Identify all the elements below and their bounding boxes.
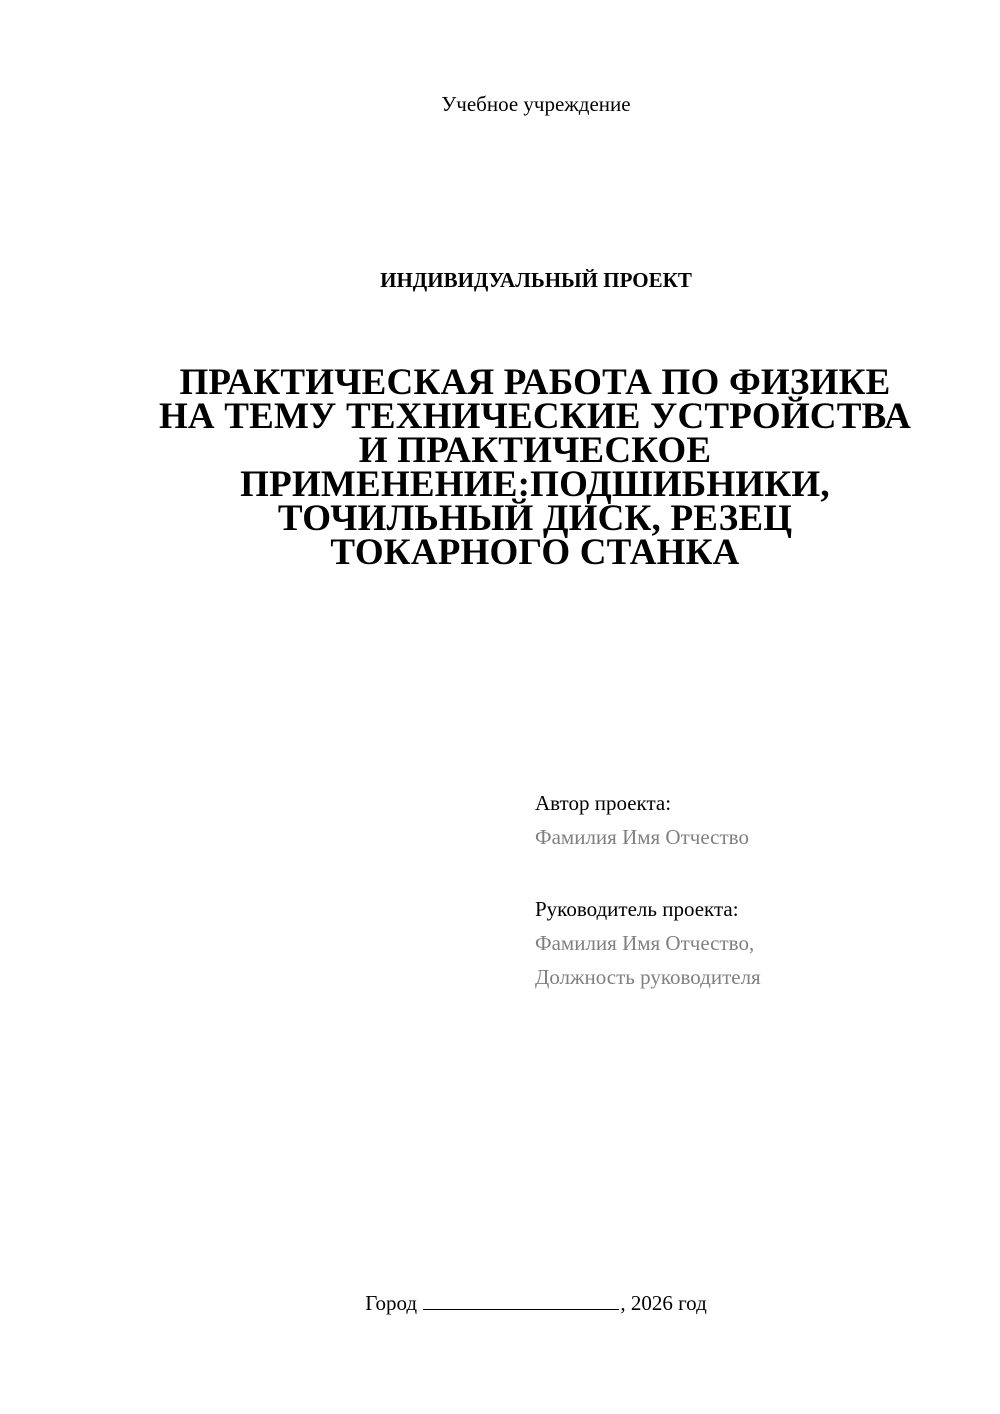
city-label: Город: [365, 1291, 418, 1315]
supervisor-position-placeholder: Должность руководителя: [535, 965, 761, 989]
project-title-line: ТОЧИЛЬНЫЙ ДИСК, РЕЗЕЦ: [277, 498, 793, 539]
author-block: [535, 786, 749, 854]
institution-name: Учебное учреждение: [441, 92, 631, 116]
project-title-line: ТОКАРНОГО СТАНКА: [330, 532, 740, 573]
project-title-line: И ПРАКТИЧЕСКОЕ: [358, 430, 712, 471]
project-title-line: НА ТЕМУ ТЕХНИЧЕСКИЕ УСТРОЙСТВА: [158, 396, 912, 437]
supervisor-name-placeholder: Фамилия Имя Отчество,: [535, 931, 755, 955]
year-text: , 2026 год: [620, 1291, 707, 1315]
project-title: [130, 362, 940, 573]
project-type-heading: ИНДИВИДУАЛЬНЫЙ ПРОЕКТ: [380, 268, 692, 292]
author-label: Автор проекта:: [535, 791, 672, 815]
author-name-placeholder: Фамилия Имя Отчество: [535, 825, 749, 849]
footer-city-year: [0, 1290, 1000, 1316]
project-title-line: ПРАКТИЧЕСКАЯ РАБОТА ПО ФИЗИКЕ: [179, 362, 891, 403]
city-blank-line: [423, 1290, 619, 1310]
supervisor-label: Руководитель проекта:: [535, 897, 739, 921]
supervisor-block: [535, 892, 761, 994]
project-title-line: ПРИМЕНЕНИЕ:ПОДШИБНИКИ,: [240, 464, 830, 505]
